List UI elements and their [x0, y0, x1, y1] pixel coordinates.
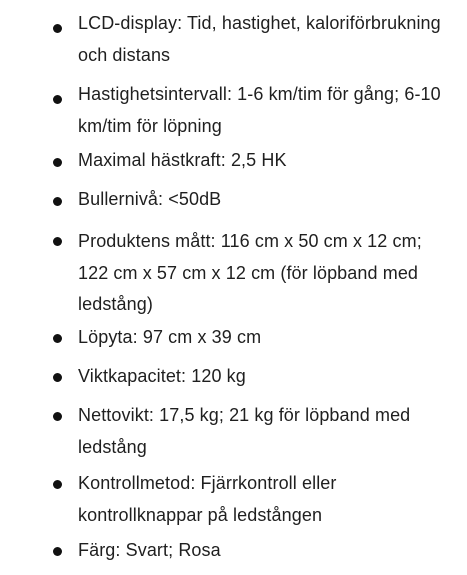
spec-text: Produktens mått: 116 cm x 50 cm x 12 cm; 122 cm x 57 cm x 12 cm (för löpband med ledstång) — [78, 231, 422, 314]
spec-text: Maximal hästkraft: 2,5 HK — [78, 150, 287, 170]
bullet-icon — [53, 95, 62, 104]
spec-text: Viktkapacitet: 120 kg — [78, 366, 246, 386]
bullet-icon — [53, 480, 62, 489]
spec-text: LCD-display: Tid, hastighet, kaloriförbrukning och distans — [78, 13, 441, 65]
bullet-icon — [53, 334, 62, 343]
bullet-icon — [53, 24, 62, 33]
bullet-icon — [53, 547, 62, 556]
spec-text: Hastighetsintervall: 1-6 km/tim för gång; 6-10 km/tim för löpning — [78, 84, 441, 136]
bullet-icon — [53, 197, 62, 206]
spec-text: Kontrollmetod: Fjärrkontroll eller kontrollknappar på ledstången — [78, 473, 337, 525]
spec-text: Nettovikt: 17,5 kg; 21 kg för löpband med ledstång — [78, 405, 411, 457]
spec-text: Bullernivå: <50dB — [78, 189, 222, 209]
bullet-icon — [53, 373, 62, 382]
bullet-icon — [53, 237, 62, 246]
spec-text: Färg: Svart; Rosa — [78, 540, 221, 560]
spec-text: Löpyta: 97 cm x 39 cm — [78, 327, 262, 347]
bullet-icon — [53, 158, 62, 167]
bullet-icon — [53, 412, 62, 421]
